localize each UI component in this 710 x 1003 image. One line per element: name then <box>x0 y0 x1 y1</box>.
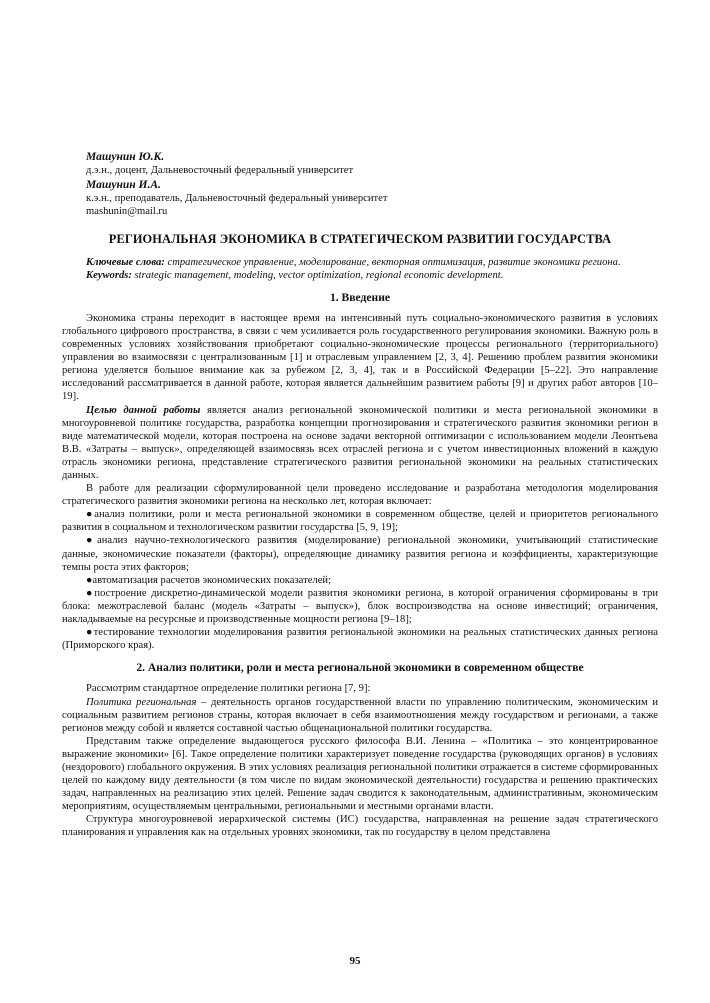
author-2-name: Машунин И.А. <box>86 178 161 191</box>
page-content <box>62 150 658 840</box>
section-1-paragraph-2 <box>62 404 658 483</box>
keywords-en-text: strategic management, modeling, vector optimization, regional economic development. <box>131 269 504 281</box>
author-email[interactable]: mashunin@mail.ru <box>86 206 168 217</box>
section-1-paragraph-1: Экономика страны переходит в настоящее время на интенсивный путь социально-экономического развития в условиях глобального цифрового пространства, в связи с чем усиливается роль государственного регулирования экономики. Важную роль в современных условиях хозяйствования приобретают социально-экономические процессы регионального (территориального) управления во взаимосвязи с централизованным [1] и отраслевым управлением [2, 3, 4]. Решению проблем развития экономики региона уделяется большое внимание как за рубежом [2, 3, 4], так и в Российской Федерации [5–22]. Это направление исследований рассматривается в данной работе, которая является дальнейшим развитием работы [9] и других работ авторов [10–19]. <box>62 312 658 403</box>
bullet-icon: ● <box>86 535 98 547</box>
section-2-heading: 2. Анализ политики, роли и места региональной экономики в современном обществе <box>136 661 584 675</box>
section-2-paragraph-4: Структура многоуровневой иерархической системы (ИС) государства, направленная на решение задач стратегического планирования и управления как на отдельных уровнях экономики, так по государству в целом представлена <box>62 814 658 839</box>
keywords-en-label: Keywords: <box>86 269 132 281</box>
author-1-affiliation: д.э.н., доцент, Дальневосточный федеральный университет <box>86 165 354 176</box>
bullet-icon: ● <box>86 509 95 521</box>
section-1-heading: 1. Введение <box>329 290 391 304</box>
keywords-en <box>62 269 658 282</box>
goal-text: является анализ региональной экономической политики и места региональной экономики в многоуровневой политике государства, разработка концепции прогнозирования и стратегического развития экономики регион в виде математической модели, которая построена на основе задачи векторной оптимизации с использованием модели Леонтьева В.В. «Затраты – выпуск», определяющей взаимосвязь всех отраслей региона и с учетом инвестиционных вложений в каждую отрасль экономики региона, представление стратегического развития региональной экономики на реальных статистических данных. <box>62 404 658 481</box>
bullet-icon: ● <box>86 627 94 639</box>
keywords-ru-label: Ключевые слова: <box>86 256 165 268</box>
author-1-name: Машунин Ю.К. <box>86 151 165 163</box>
paper-title: РЕГИОНАЛЬНАЯ ЭКОНОМИКА В СТРАТЕГИЧЕСКОМ РАЗВИТИИ ГОСУДАРСТВА <box>108 231 612 246</box>
section-1-paragraph-3: В работе для реализации сформулированной цели проведено исследование и разработана методология моделирования стратегического развития экономики региона на несколько лет, которая включает: <box>62 483 658 508</box>
list-item: ●тестирование технологии моделирования развития региональной экономики на реальных статистических данных региона (Приморского края). <box>62 627 658 652</box>
section-2-paragraph-3: Представим также определение выдающегося русского философа В.И. Ленина – «Политика – это концентрированное выражение экономики» [6]. Такое определение политики характеризует поведение государства (руководящих органов) в условиях (нездорового) глобального окружения. В этих условиях реализация региональной политики отражается в системе сформированных целей по каждому виду деятельности (в том числе по видам экономической деятельности) государства и решению практических задач, направленных на реализацию этих целей. Решение задач сводится к законодательным, административным, экономическим мероприятиям, осуществляемым центральными, региональными и местными органами власти. <box>62 735 658 813</box>
list-item: ●анализ политики, роли и места региональной экономики в современном обществе, целей и приоритетов регионального развития в социальном и технологическом развитии государства [5, 9, 19]; <box>62 509 658 534</box>
section-2-paragraph-2: Политика региональная – деятельность органов государственной власти по управлению политическим, экономическим и социальным развитием регионов страны, которая включает в себя взаимоотношения между государством и регионами, а также регионов между собой и является составной частью общенациональной политики государства. <box>62 696 658 734</box>
list-item: ●построение дискретно-динамической модели развития экономики региона, в которой ограничения сформированы в три блока: межотраслевой баланс (модель «Затраты – выпуск»), блок воспроизводства на основе инвестиций; ограничения, накладываемые на ресурсные и производственные мощности региона [9–18]; <box>62 587 658 626</box>
author-2-affiliation: к.э.н., преподаватель, Дальневосточный федеральный университет <box>86 192 388 204</box>
section-2-paragraph-1: Рассмотрим стандартное определение политики региона [7, 9]: <box>86 683 371 695</box>
keywords-ru <box>62 256 658 269</box>
list-item: ●анализ научно-технологического развития (моделирование) региональной экономики, учитывающий статистические данные, экономические показатели (факторы), определяющие динамику развития региона и коэффициенты, характеризующие темпы роста этих факторов; <box>62 535 658 573</box>
keywords-ru-text: стратегическое управление, моделирование, векторная оптимизация, развитие экономики региона. <box>164 256 621 268</box>
page-number: 95 <box>349 955 361 967</box>
list-item: ●автоматизация расчетов экономических показателей; <box>86 574 332 586</box>
bullet-icon: ● <box>86 587 95 599</box>
bullet-icon: ● <box>86 574 93 586</box>
definition-term: Политика региональная <box>86 696 197 708</box>
goal-lead: Целью данной работы <box>86 404 201 416</box>
